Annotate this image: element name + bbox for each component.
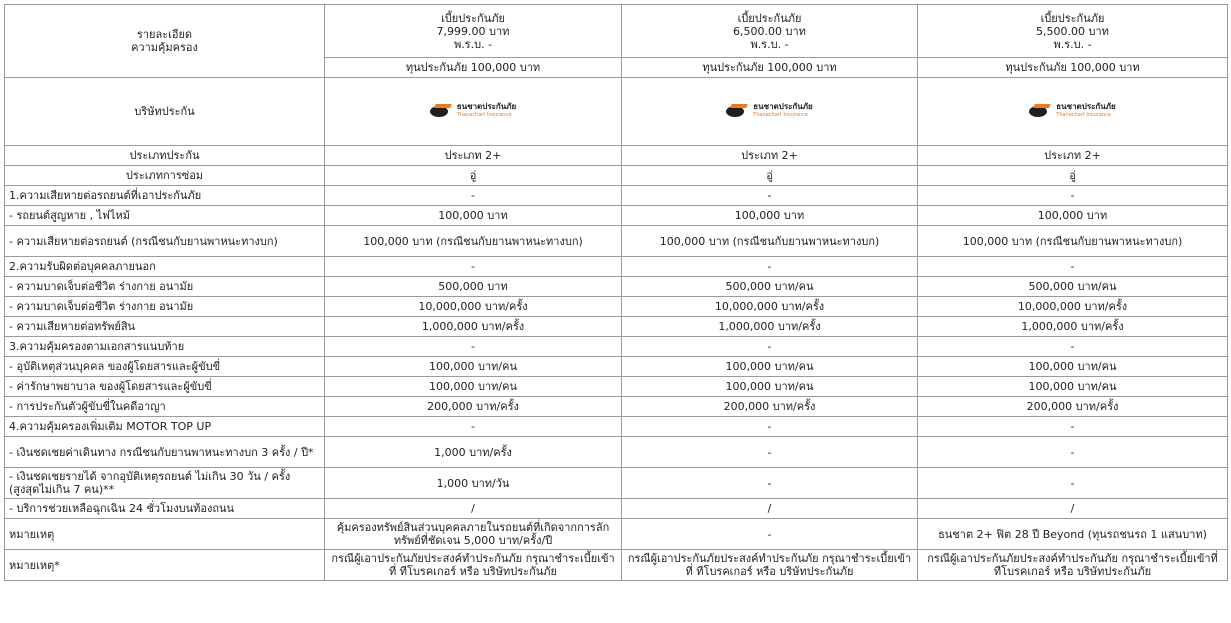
plan-1-value: - (325, 186, 622, 206)
coverage-row (5, 437, 1228, 468)
plan-3-value: ประเภท 2+ (918, 146, 1228, 166)
plan-2-value: 200,000 บาท/ครั้ง (622, 397, 918, 417)
plan-2-value: - (622, 186, 918, 206)
row-label: - ค่ารักษาพยาบาล ของผู้โดยสารและผู้ขับขี่ (5, 377, 325, 397)
plan-1-value: กรณีผู้เอาประกันภัยประสงค์ทำประกันภัย กรุณาชำระเบี้ยเข้าที่ ทีโบรคเกอร์ หรือ บริษัทประกันภัย (325, 550, 622, 581)
plan-2-premium: 6,500.00 บาท (733, 24, 806, 38)
plan-1-value: / (325, 499, 622, 519)
plan-2-value: - (622, 257, 918, 277)
logo-text-en: Thanachart Insurance (456, 111, 512, 118)
company-label: บริษัทประกัน (5, 78, 325, 146)
logo-text-en: Thanachart Insurance (1056, 111, 1111, 118)
insurer-logo (726, 103, 812, 119)
plan-2-value: - (622, 519, 918, 550)
plan-1-value: 200,000 บาท/ครั้ง (325, 397, 622, 417)
plan-1-value: 10,000,000 บาท/ครั้ง (325, 297, 622, 317)
plan-3-value: - (918, 337, 1228, 357)
plan-1-value: คุ้มครองทรัพย์สินส่วนบุคคลภายในรถยนต์ที่เกิดจากการลักทรัพย์ที่ชัดเจน 5,000 บาท/ครั้ง/ปี (325, 519, 622, 550)
coverage-row (5, 550, 1228, 581)
coverage-row (5, 166, 1228, 186)
row-label: หมายเหตุ (5, 519, 325, 550)
plan-2-value: - (622, 437, 918, 468)
plan-2-value: 1,000,000 บาท/ครั้ง (622, 317, 918, 337)
row-label: 2.ความรับผิดต่อบุคคลภายนอก (5, 257, 325, 277)
plan-2-value: 100,000 บาท/คน (622, 357, 918, 377)
coverage-row (5, 519, 1228, 550)
plan-2-prb: พ.ร.บ. - (750, 37, 789, 51)
plan-3-value: 100,000 บาท/คน (918, 357, 1228, 377)
plan-1-value: - (325, 337, 622, 357)
plan-2-value: - (622, 468, 918, 499)
row-label: - ความเสียหายต่อทรัพย์สิน (5, 317, 325, 337)
plan-1-premium-title: เบี้ยประกันภัย (441, 11, 505, 25)
plan-1-value: 100,000 บาท (กรณีชนกับยานพาหนะทางบก) (325, 226, 622, 257)
plan-2-value: ประเภท 2+ (622, 146, 918, 166)
header-row (5, 5, 1228, 58)
plan-2-value: 10,000,000 บาท/ครั้ง (622, 297, 918, 317)
coverage-row (5, 337, 1228, 357)
logo-text-en: Thanachart Insurance (753, 111, 808, 118)
row-label: 1.ความเสียหายต่อรถยนต์ที่เอาประกันภัย (5, 186, 325, 206)
plan-3-value: 10,000,000 บาท/ครั้ง (918, 297, 1228, 317)
insurer-logo-icon (1029, 104, 1051, 118)
row-label: 4.ความคุ้มครองเพิ่มเติม MOTOR TOP UP (5, 417, 325, 437)
coverage-row (5, 146, 1228, 166)
plan-2-premium-cell (622, 5, 918, 58)
plan-3-value: 500,000 บาท/คน (918, 277, 1228, 297)
plan-1-value: 1,000 บาท/วัน (325, 468, 622, 499)
plan-1-premium: 7,999.00 บาท (436, 24, 510, 38)
plan-3-value: กรณีผู้เอาประกันภัยประสงค์ทำประกันภัย กรุณาชำระเบี้ยเข้าที่ ทีโบรคเกอร์ หรือ บริษัทประกันภัย (918, 550, 1228, 581)
row-label: - เงินชดเชยรายได้ จากอุบัติเหตุรถยนต์ ไม่เกิน 30 วัน / ครั้ง (สูงสุดไม่เกิน 7 คน)** (5, 468, 325, 499)
plan-2-value: กรณีผู้เอาประกันภัยประสงค์ทำประกันภัย กรุณาชำระเบี้ยเข้าที่ ทีโบรคเกอร์ หรือ บริษัทประกันภัย (622, 550, 918, 581)
coverage-row (5, 226, 1228, 257)
plan-2-value: 100,000 บาท (กรณีชนกับยานพาหนะทางบก) (622, 226, 918, 257)
plan-3-prb: พ.ร.บ. - (1053, 37, 1092, 51)
plan-2-value: 500,000 บาท/คน (622, 277, 918, 297)
row-label: - การประกันตัวผู้ขับขี่ในคดีอาญา (5, 397, 325, 417)
row-label: - ความเสียหายต่อรถยนต์ (กรณีชนกับยานพาหนะทางบก) (5, 226, 325, 257)
plan-3-value: - (918, 468, 1228, 499)
logo-text-th: ธนชาตประกันภัย (753, 101, 813, 111)
coverage-comparison-table (4, 4, 1228, 581)
plan-3-premium-title: เบี้ยประกันภัย (1040, 11, 1105, 25)
row-label: - อุบัติเหตุส่วนบุคคล ของผู้โดยสารและผู้ขับขี่ (5, 357, 325, 377)
detail-header-line1: รายละเอียด (136, 28, 193, 41)
plan-3-value: 100,000 บาท (กรณีชนกับยานพาหนะทางบก) (918, 226, 1228, 257)
logo-text-th: ธนชาตประกันภัย (456, 101, 517, 111)
coverage-row (5, 377, 1228, 397)
detail-header-line2: ความคุ้มครอง (131, 41, 198, 54)
plan-3-value: - (918, 257, 1228, 277)
row-label: - เงินชดเชยค่าเดินทาง กรณีชนกับยานพาหนะทางบก 3 ครั้ง / ปี* (5, 437, 325, 468)
plan-2-value: / (622, 499, 918, 519)
coverage-row (5, 499, 1228, 519)
plan-2-company-logo (622, 78, 918, 146)
plan-3-value: 100,000 บาท/คน (918, 377, 1228, 397)
insurer-logo (1029, 103, 1115, 119)
plan-1-prb: พ.ร.บ. - (453, 37, 493, 51)
detail-header-cell (5, 5, 325, 78)
row-label: - บริการช่วยเหลือฉุกเฉิน 24 ชั่วโมงบนท้องถนน (5, 499, 325, 519)
plan-2-value: - (622, 417, 918, 437)
plan-3-value: 100,000 บาท (918, 206, 1228, 226)
plan-3-value: อู่ (918, 166, 1228, 186)
coverage-row (5, 257, 1228, 277)
plan-3-company-logo (918, 78, 1228, 146)
row-label: หมายเหตุ* (5, 550, 325, 581)
plan-1-value: อู่ (325, 166, 622, 186)
insurer-logo (430, 103, 516, 119)
coverage-row (5, 186, 1228, 206)
plan-3-value: / (918, 499, 1228, 519)
plan-1-value: 500,000 บาท (325, 277, 622, 297)
plan-3-premium-cell (918, 5, 1228, 58)
plan-1-premium-cell (325, 5, 622, 58)
plan-3-premium: 5,500.00 บาท (1036, 24, 1109, 38)
coverage-row (5, 297, 1228, 317)
coverage-row (5, 206, 1228, 226)
logo-text-th: ธนชาตประกันภัย (1056, 101, 1116, 111)
plan-1-value: 100,000 บาท (325, 206, 622, 226)
coverage-row (5, 468, 1228, 499)
plan-1-value: - (325, 257, 622, 277)
plan-3-value: - (918, 186, 1228, 206)
company-row (5, 78, 1228, 146)
plan-3-sum-insured: ทุนประกันภัย 100,000 บาท (918, 58, 1228, 78)
plan-1-company-logo (325, 78, 622, 146)
plan-2-premium-title: เบี้ยประกันภัย (737, 11, 802, 25)
plan-3-value: - (918, 437, 1228, 468)
plan-1-sum-insured: ทุนประกันภัย 100,000 บาท (325, 58, 622, 78)
plan-2-sum-insured: ทุนประกันภัย 100,000 บาท (622, 58, 918, 78)
coverage-row (5, 357, 1228, 377)
coverage-row (5, 277, 1228, 297)
plan-1-value: 100,000 บาท/คน (325, 357, 622, 377)
row-label: - รถยนต์สูญหาย , ไฟไหม้ (5, 206, 325, 226)
row-label: 3.ความคุ้มครองตามเอกสารแนบท้าย (5, 337, 325, 357)
plan-2-value: 100,000 บาท/คน (622, 377, 918, 397)
insurer-logo-icon (726, 104, 748, 118)
insurer-logo-icon (430, 104, 452, 118)
row-label: - ความบาดเจ็บต่อชีวิต ร่างกาย อนามัย (5, 297, 325, 317)
row-label: ประเภทการซ่อม (5, 166, 325, 186)
plan-3-value: 200,000 บาท/ครั้ง (918, 397, 1228, 417)
plan-1-value: 1,000 บาท/ครั้ง (325, 437, 622, 468)
plan-1-value: 100,000 บาท/คน (325, 377, 622, 397)
plan-3-value: ธนชาต 2+ ฟิต 28 ปี Beyond (ทุนรถชนรถ 1 แสนบาท) (918, 519, 1228, 550)
row-label: ประเภทประกัน (5, 146, 325, 166)
plan-2-value: อู่ (622, 166, 918, 186)
row-label: - ความบาดเจ็บต่อชีวิต ร่างกาย อนามัย (5, 277, 325, 297)
plan-2-value: 100,000 บาท (622, 206, 918, 226)
plan-3-value: - (918, 417, 1228, 437)
plan-1-value: - (325, 417, 622, 437)
plan-1-value: 1,000,000 บาท/ครั้ง (325, 317, 622, 337)
plan-1-value: ประเภท 2+ (325, 146, 622, 166)
coverage-row (5, 397, 1228, 417)
coverage-row (5, 417, 1228, 437)
plan-3-value: 1,000,000 บาท/ครั้ง (918, 317, 1228, 337)
coverage-row (5, 317, 1228, 337)
plan-2-value: - (622, 337, 918, 357)
